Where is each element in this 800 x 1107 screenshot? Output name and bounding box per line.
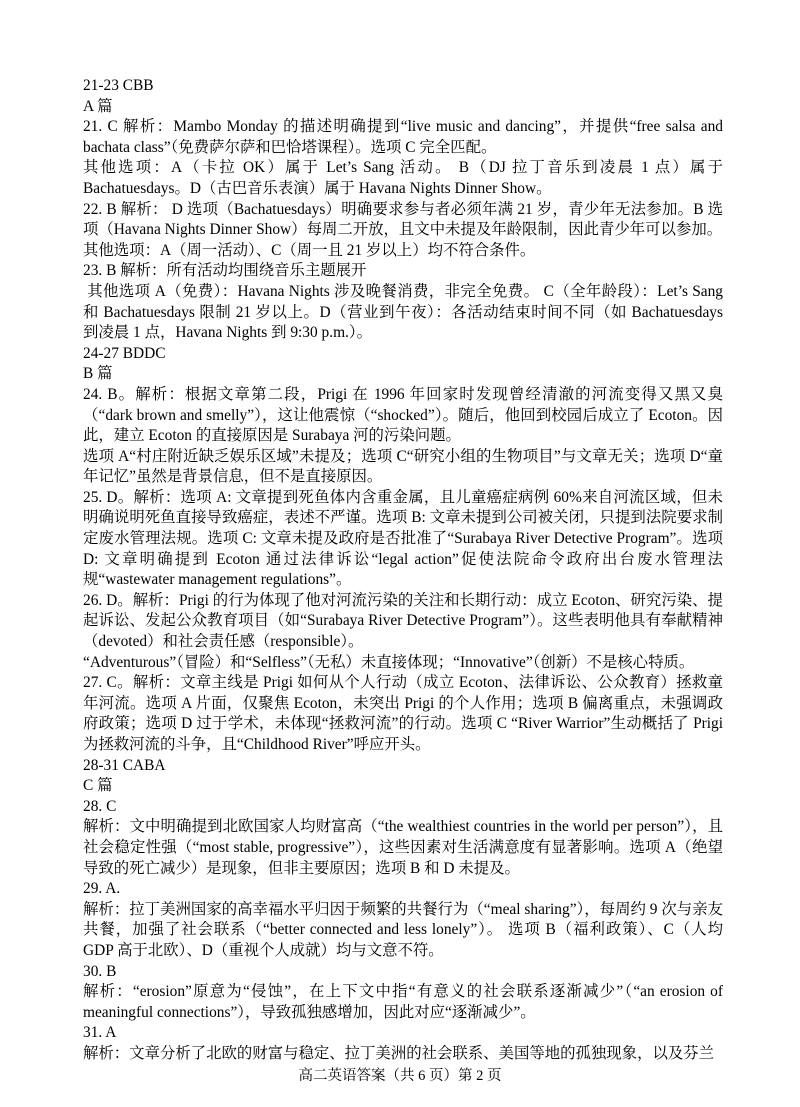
paragraph-20: 解析：文中明确提到北欧国家人均财富高（“the wealthiest countries in the world per person”），且社会稳定性强（“most stable, progressive”），这些因素对生活满意度有显著影响。选项 A（绝望导致的死亡减少）是现象，但非主要原因；选项 B 和 D 未提及。 — [83, 818, 723, 877]
paragraph-17: 28-31 CABA — [83, 756, 166, 774]
paragraph-2: A 篇 — [83, 97, 113, 115]
paragraph-21: 29. A. — [83, 880, 121, 898]
paragraph-1: 21-23 CBB — [83, 77, 154, 94]
paragraph-12: 选项 A“村庄附近缺乏娱乐区域”未提及；选项 C“研究小组的生物项目”与文章无关；选项 D“童年记忆”虽然是背景信息，但不是直接原因。 — [83, 447, 723, 486]
paragraph-11: 24. B。解析：根据文章第二段，Prigi 在 1996 年回家时发现曾经清澈的河流变得又黑又臭（“dark brown and smelly”），这让他震惊（“shocked”）。随后，他回到校园后成立了 Ecoton。因此，建立 Ecoton 的直接原因是 Surabaya 河的污染问题。 — [83, 385, 723, 445]
paragraph-9: 24-27 BDDC — [83, 344, 166, 362]
paragraph-15: “Adventurous”（冒险）和“Selfless”（无私）未直接体现；“Innovative”（创新）不是核心特质。 — [83, 653, 695, 671]
paragraph-23: 30. B — [83, 962, 117, 980]
paragraph-16: 27. C。解析：文章主线是 Prigi 如何从个人行动（成立 Ecoton、法律诉讼、公众教育）拯救童年河流。选项 A 片面，仅聚焦 Ecoton，未突出 Prigi 的个人作用；选项 B 偏离重点，未强调政府政策；选项 D 过于学术，未体现“拯救河流”的行动。选项 C “River Warrior”生动概括了 Prigi 为拯救河流的斗争，且“Childhood River”呼应开头。 — [83, 674, 723, 753]
paragraph-3: 21. C 解析：Mambo Monday 的描述明确提到“live music and dancing”，并提供“free salsa and bachata class”（免费萨尔萨和巴恰塔课程）。选项 C 完全匹配。 — [83, 118, 723, 156]
paragraph-19: 28. C — [83, 797, 117, 815]
answer-key-content — [83, 76, 723, 1065]
paragraph-10: B 篇 — [83, 365, 113, 383]
paragraph-25: 31. A — [83, 1024, 117, 1042]
paragraph-5: 22. B 解析： D 选项（Bachatuesdays）明确要求参与者必须年满 21 岁，青少年无法参加。B 选项（Havana Nights Dinner Show）每周二开放，且文中未提及年龄限制，因此青少年可以参加。 — [83, 200, 723, 239]
paragraph-22: 解析：拉丁美洲国家的高幸福水平归因于频繁的共餐行为（“meal sharing”），每周约 9 次与亲友共餐，加强了社会联系（“better connected and less lonely”）。 选项 B（福利政策）、C（人均 GDP 高于北欧）、D（重视个人成就）均与文意不符。 — [83, 900, 723, 959]
paragraph-24: 解析：“erosion”原意为“侵蚀”，在上下文中指“有意义的社会联系逐渐减少”（“an erosion of meaningful connections”），导致孤独感增加，因此对应“逐渐减少”。 — [83, 983, 723, 1021]
paragraph-18: C 篇 — [83, 777, 113, 795]
paragraph-4: 其他选项：A（卡拉 OK）属于 Let’s Sang 活动。 B（DJ 拉丁音乐到凌晨 1 点）属于 Bachatuesdays。D（古巴音乐表演）属于 Havana Nights Dinner Show。 — [83, 159, 723, 197]
page-footer: 高二英语答案（共 6 页）第 2 页 — [298, 1068, 502, 1084]
paragraph-26: 解析：文章分析了北欧的财富与稳定、拉丁美洲的社会联系、美国等地的孤独现象，以及芬兰 — [83, 1044, 715, 1062]
paragraph-7: 23. B 解析：所有活动均围绕音乐主题展开 — [83, 262, 367, 280]
paragraph-14: 26. D。解析：Prigi 的行为体现了他对河流污染的关注和长期行动：成立 Ecoton、研究污染、提起诉讼、发起公众教育项目（如“Surabaya River Detective Program”）。这些表明他具有奉献精神（devoted）和社会责任感（responsible）。 — [83, 591, 723, 651]
paragraph-6: 其他选项：A（周一活动）、C（周一且 21 岁以上）均不符合条件。 — [83, 241, 536, 259]
paragraph-13: 25. D。解析：选项 A: 文章提到死鱼体内含重金属，且儿童癌症病例 60%来自河流区域，但未明确说明死鱼直接导致癌症，表述不严谨。选项 B: 文章未提到公司被关闭，只提到法院要求制定废水管理法规。选项 C: 文章未提及政府是否批准了“Surabaya River Detective Program”。选项 D: 文章明确提到 Ecoton 通过法律诉讼“legal action”促使法院命令政府出台废水管理法规“wastewater management regulations”。 — [83, 488, 723, 589]
paragraph-8: 其他选项 A（免费）：Havana Nights 涉及晚餐消费，非完全免费。 C（全年龄段）：Let’s Sang 和 Bachatuesdays 限制 21 岁以上。D（营业到午夜）：各活动结束时间不同（如 Bachatuesdays 到凌晨 1 点，Havana Nights 到 9:30 p.m.）。 — [83, 282, 723, 342]
